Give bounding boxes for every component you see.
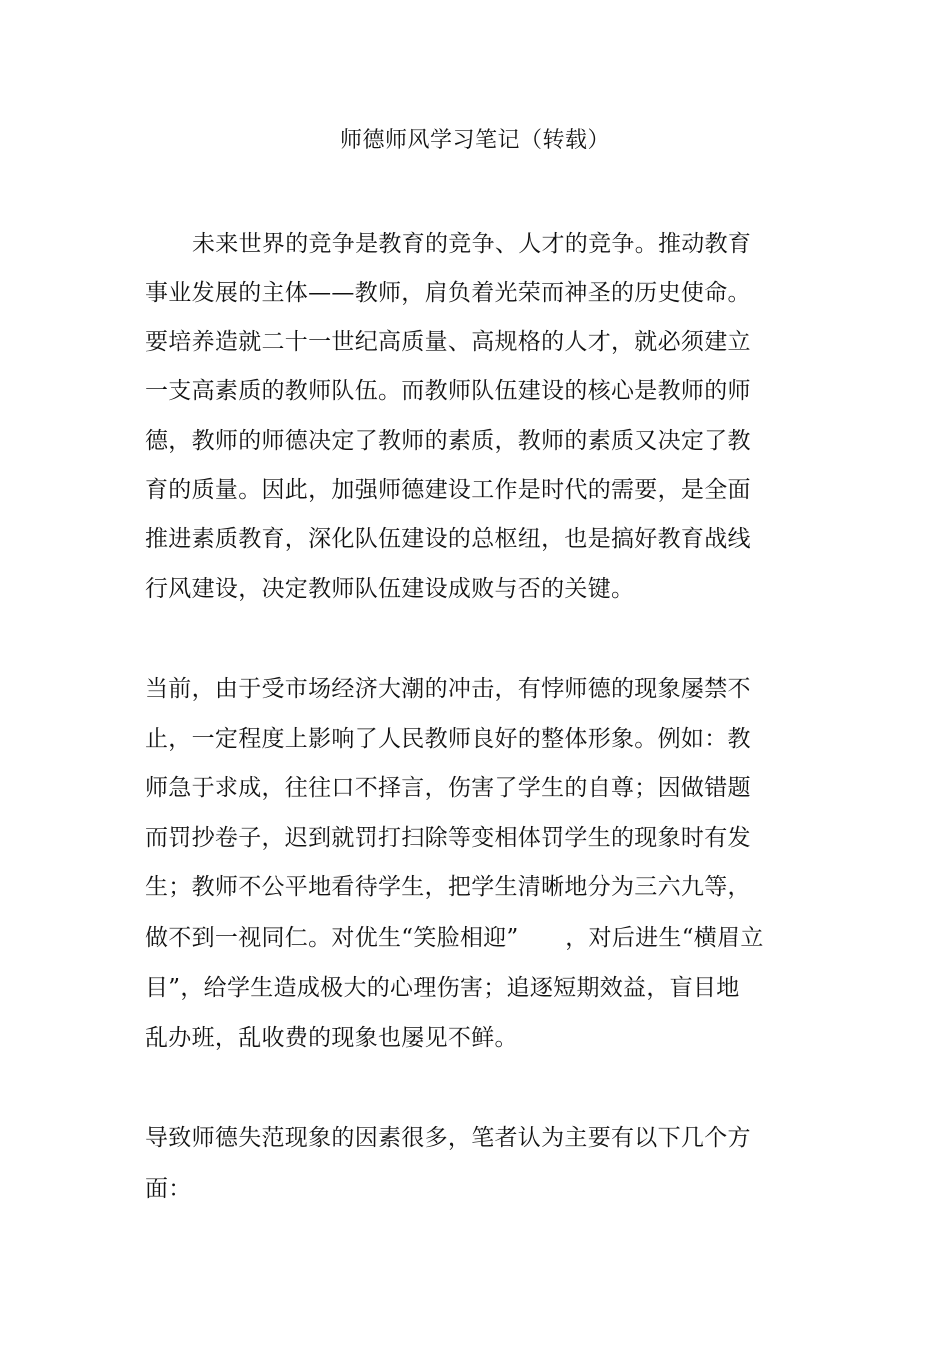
document-title: 师德师风学习笔记（转载） [339,128,610,153]
paragraph-3-line-1: 导致师德失范现象的因素很多，笔者认为主要有以下几个方 [145,1125,751,1151]
paragraph-1-line-3: 要培养造就二十一世纪高质量、高规格的人才，就必须建立 [145,329,751,355]
paragraph-2-line-8: 乱办班，乱收费的现象也屡见不鲜。 [145,1025,518,1051]
paragraph-1-line-5: 德，教师的师德决定了教师的素质，教师的素质又决定了教 [145,428,751,454]
paragraph-2-line-3: 师急于求成，往往口不择言，伤害了学生的自尊；因做错题 [145,775,751,801]
paragraph-1-line-1: 未来世界的竞争是教育的竞争、人才的竞争。推动教育 [192,231,752,257]
paragraph-2-line-2: 止，一定程度上影响了人民教师良好的整体形象。例如：教 [145,726,751,752]
paragraph-1-line-7: 推进素质教育，深化队伍建设的总枢纽，也是搞好教育战线 [145,526,751,552]
paragraph-1-line-6: 育的质量。因此，加强师德建设工作是时代的需要，是全面 [145,477,751,503]
paragraph-2-line-6: 做不到一视同仁。对优生“笑脸相迎” ，对后进生“横眉立 [145,925,764,951]
paragraph-2-line-7: 目”，给学生造成极大的心理伤害；追逐短期效益，盲目地 [145,975,740,1001]
paragraph-2-line-1: 当前，由于受市场经济大潮的冲击，有悖师德的现象屡禁不 [145,676,751,702]
paragraph-2-line-5: 生；教师不公平地看待学生，把学生清晰地分为三六九等， [145,874,751,900]
paragraph-1-line-8: 行风建设，决定教师队伍建设成败与否的关键。 [145,576,635,602]
paragraph-2-line-4: 而罚抄卷子，迟到就罚打扫除等变相体罚学生的现象时有发 [145,825,751,851]
paragraph-1-line-2: 事业发展的主体——教师，肩负着光荣而神圣的历史使命。 [145,280,751,306]
paragraph-1-line-4: 一支高素质的教师队伍。而教师队伍建设的核心是教师的师 [145,378,751,404]
paragraph-3-line-2: 面： [145,1176,192,1202]
